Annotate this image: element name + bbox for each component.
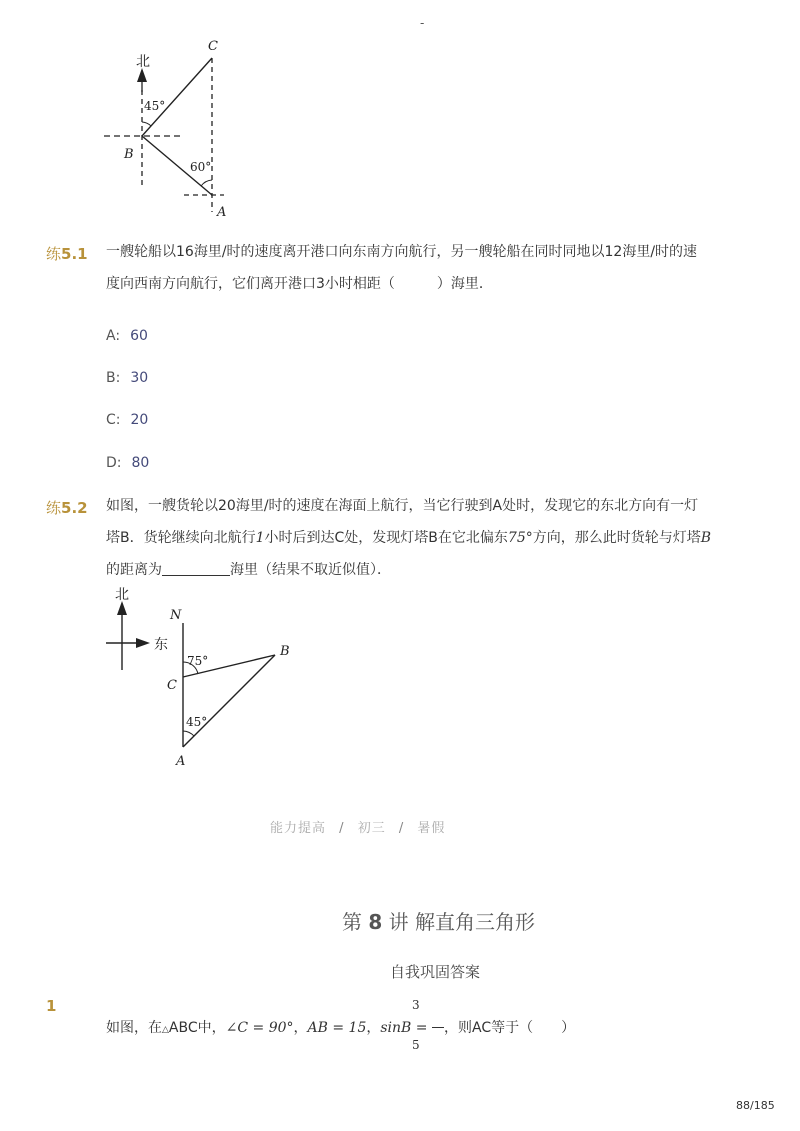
- figure-1-diagram: [100, 30, 240, 220]
- top-dash: -: [420, 16, 425, 30]
- fraction-numerator: 3: [412, 998, 420, 1012]
- fig2-label-n: N: [170, 608, 182, 623]
- fig1-label-b: B: [124, 147, 134, 162]
- figure-2-diagram: [100, 585, 310, 775]
- question-5-1-number: 练5.1: [46, 245, 88, 263]
- fig2-east-label: 东: [154, 637, 168, 653]
- fig1-north-label: 北: [136, 54, 150, 70]
- fig2-north-arrow-icon: [117, 601, 127, 615]
- fig1-angle-60: 60°: [190, 160, 212, 174]
- fig2-angle-75: 75°: [187, 654, 209, 668]
- question-1-number: 1: [46, 997, 57, 1015]
- fig1-label-a: A: [217, 205, 227, 220]
- fig1-line-bc: [142, 58, 212, 136]
- answer-blank[interactable]: [162, 561, 230, 576]
- fig1-arc-45: [142, 122, 151, 126]
- question-5-1-text: 一艘轮船以16海里/时的速度离开港口向东南方向航行，另一艘轮船在同时同地以12海里/时的速 度向西南方向航行，它们离开港口3小时相距（ ）海里．: [106, 244, 698, 292]
- lecture-subtitle: 自我巩固答案: [390, 963, 481, 981]
- question-5-1-option-b[interactable]: B: 30: [106, 370, 149, 386]
- fig2-north-label: 北: [115, 587, 129, 603]
- fig1-label-c: C: [208, 39, 218, 54]
- question-1-text: 如图，在△ABC中，∠C = 90°，AB = 15，sinB = ，则AC等于（ ）: [106, 1020, 576, 1036]
- page-number: 88/185: [736, 1099, 775, 1112]
- fig1-north-arrow-icon: [137, 68, 147, 82]
- question-5-1-option-a[interactable]: A: 60: [106, 328, 148, 344]
- fig2-line-ab: [183, 655, 275, 747]
- fig2-label-c: C: [167, 678, 177, 693]
- fraction-denominator: 5: [412, 1038, 420, 1052]
- fig2-arc-45: [183, 731, 194, 736]
- footer-breadcrumb: 能力提高 / 初三 / 暑假: [270, 821, 446, 836]
- question-5-1-option-c[interactable]: C: 20: [106, 412, 149, 428]
- question-5-2-number: 练5.2: [46, 499, 88, 517]
- fig1-arc-60: [201, 180, 212, 186]
- fig2-angle-45: 45°: [186, 715, 208, 729]
- fig2-east-arrow-icon: [136, 638, 150, 648]
- fig2-label-a: A: [176, 754, 186, 769]
- fig2-label-b: B: [280, 644, 290, 659]
- question-5-1-option-d[interactable]: D: 80: [106, 455, 150, 471]
- lecture-title: 第 8 讲 解直角三角形: [342, 910, 535, 934]
- fig1-angle-45: 45°: [144, 99, 166, 113]
- question-5-2-text: 如图，一艘货轮以20海里/时的速度在海面上航行，当它行驶到A处时，发现它的东北方向有一灯 塔B．货轮继续向北航行1小时后到达C处，发现灯塔B在它北偏东75°方向，那么此时货轮与灯塔B 的距离为 海里（结果不取近似值）．: [106, 498, 712, 578]
